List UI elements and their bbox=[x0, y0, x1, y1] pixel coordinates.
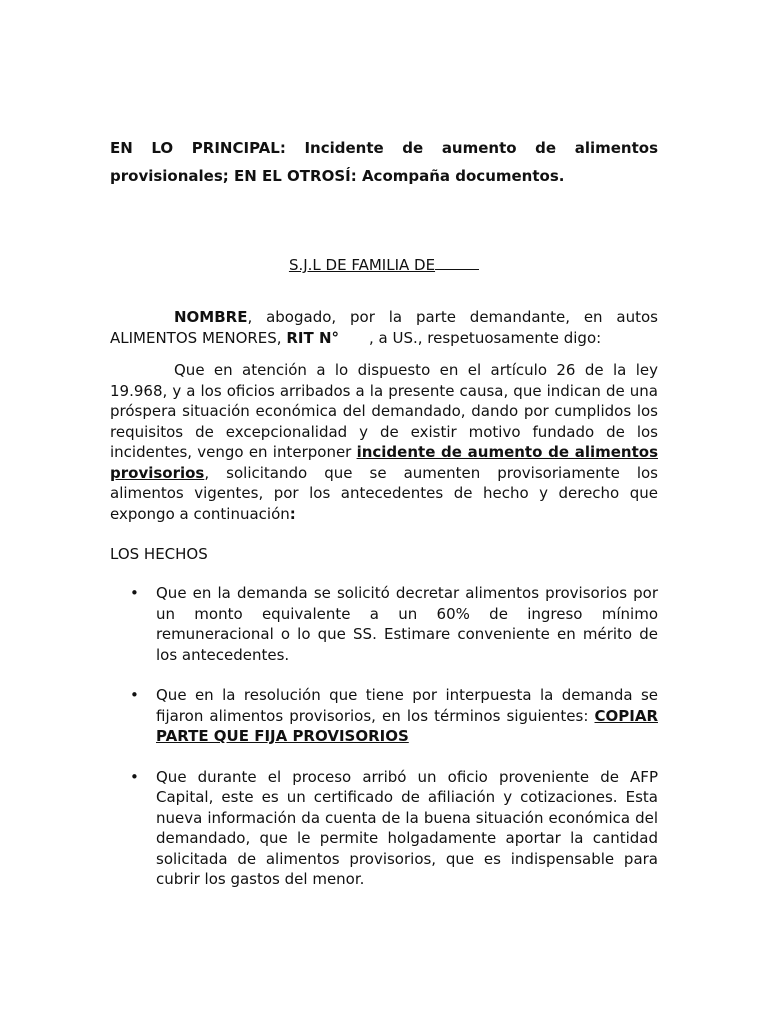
lawyer-name-placeholder: NOMBRE bbox=[174, 308, 248, 326]
court-label: S.J.L DE FAMILIA DE bbox=[288, 256, 436, 274]
fact-highlight: COPIAR PARTE QUE FIJA PROVISORIOS bbox=[156, 706, 658, 745]
body-colon: : bbox=[289, 504, 296, 523]
intro-paragraph bbox=[110, 307, 658, 348]
body-paragraph bbox=[110, 360, 658, 524]
document-content bbox=[110, 134, 658, 890]
document-heading: EN LO PRINCIPAL: Incidente de aumento de alimentos provisionales; EN EL OTROSÍ: Acompaña documentos. bbox=[110, 139, 658, 185]
bullet-icon: • bbox=[130, 584, 139, 602]
rit-label: RIT N° bbox=[286, 328, 339, 347]
fact-text: Que durante el proceso arribó un oficio proveniente de AFP Capital, este es un certificado de afiliación y cotizaciones. Esta nueva información da cuenta de la buena situación económica del demandado, que le permite holgadamente aportar la cantidad solicitada de alimentos provisorios, que es indispensable para cubrir los gastos del menor. bbox=[156, 767, 658, 888]
intro-text-b: , a US., respetuosamente digo: bbox=[369, 328, 602, 347]
bullet-icon: • bbox=[130, 767, 139, 786]
body-text-a: Que en atención a lo dispuesto en el artículo 26 de la ley 19.968, y a los oficios arribados a la presente causa, que indican de una próspera situación económica del demandado, dando por cumplidos los requisitos de excepcionalidad y de existir motivo fundado de los incidentes, vengo en interponer bbox=[110, 361, 658, 461]
list-item bbox=[110, 583, 658, 665]
bullet-icon: • bbox=[130, 686, 139, 704]
body-highlight: incidente de aumento de alimentos provisorios bbox=[110, 443, 658, 482]
body-text-b: , solicitando que se aumenten provisoriamente los alimentos vigentes, por los antecedentes de hecho y derecho que expongo a continuación bbox=[110, 463, 658, 523]
intro-text-a: , abogado, por la parte demandante, en autos ALIMENTOS MENORES, bbox=[110, 308, 658, 347]
court-blank-line bbox=[435, 256, 479, 270]
court-addressee bbox=[110, 255, 658, 275]
facts-list bbox=[110, 583, 658, 890]
list-item bbox=[110, 685, 658, 747]
fact-text: Que en la resolución que tiene por interpuesta la demanda se fijaron alimentos provisorios, en los términos siguientes: bbox=[156, 686, 658, 725]
fact-text: Que en la demanda se solicitó decretar alimentos provisorios por un monto equivalente a un 60% de ingreso mínimo remuneracional o lo que SS. Estimare conveniente en mérito de los antecedentes. bbox=[156, 584, 658, 664]
list-item bbox=[110, 767, 658, 890]
section-title-hechos: LOS HECHOS bbox=[110, 545, 208, 563]
